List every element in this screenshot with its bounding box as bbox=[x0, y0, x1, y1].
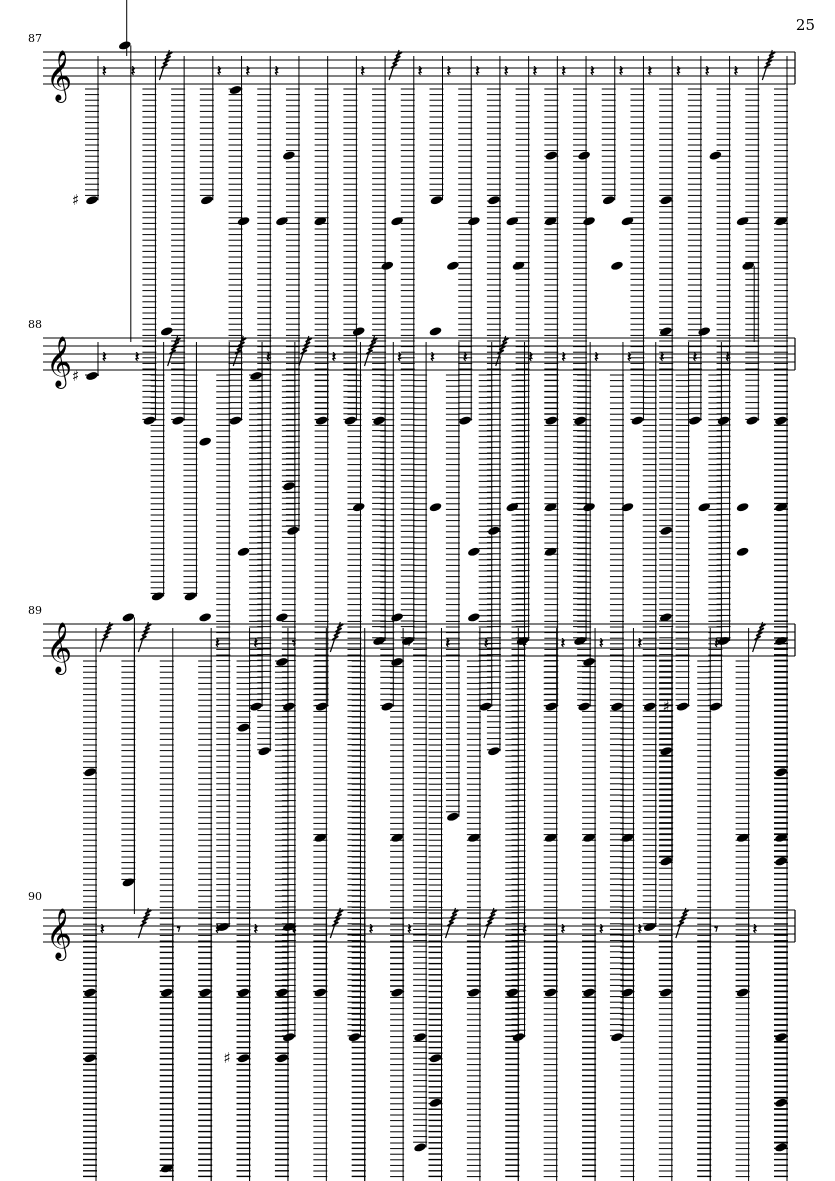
notehead bbox=[313, 987, 327, 998]
notehead bbox=[348, 1032, 362, 1043]
chord bbox=[121, 622, 151, 888]
chord bbox=[774, 0, 788, 867]
notehead bbox=[122, 877, 136, 888]
notehead bbox=[184, 591, 198, 602]
chord bbox=[249, 0, 271, 712]
notehead bbox=[774, 415, 788, 426]
quarter-rest: 𝄽 bbox=[659, 348, 665, 366]
chord bbox=[352, 326, 366, 1181]
quarter-rest: 𝄽 bbox=[417, 62, 423, 80]
quarter-rest: 𝄽 bbox=[676, 62, 681, 80]
treble-clef: 𝄞 bbox=[46, 336, 73, 387]
chord bbox=[216, 336, 246, 932]
quarter-rest: 𝄽 bbox=[594, 348, 599, 366]
chord bbox=[183, 0, 197, 602]
quarter-rest: 𝄽 bbox=[647, 62, 653, 80]
notehead bbox=[676, 701, 690, 712]
notehead bbox=[257, 746, 271, 757]
notehead bbox=[458, 415, 472, 426]
quarter-rest: 𝄽 bbox=[462, 348, 468, 366]
quarter-rest: 𝄽 bbox=[215, 634, 220, 652]
notehead bbox=[544, 150, 558, 161]
notehead bbox=[160, 987, 174, 998]
notehead bbox=[237, 546, 251, 557]
quarter-rest: 𝄽 bbox=[102, 348, 107, 366]
measure-number: 89 bbox=[28, 604, 42, 617]
notehead bbox=[229, 85, 243, 96]
chord bbox=[380, 0, 402, 712]
quarter-rest: 𝄽 bbox=[561, 348, 566, 366]
treble-clef: 𝄞 bbox=[46, 50, 73, 101]
chord bbox=[602, 56, 624, 206]
notehead bbox=[610, 701, 624, 712]
notehead bbox=[380, 701, 394, 712]
chord bbox=[72, 342, 107, 385]
notehead bbox=[602, 195, 616, 206]
notehead bbox=[429, 326, 443, 337]
quarter-rest: 𝄽 bbox=[245, 62, 251, 80]
page-number: 25 bbox=[795, 16, 815, 34]
notehead bbox=[709, 150, 723, 161]
chord bbox=[200, 0, 222, 206]
quarter-rest: 𝄽 bbox=[483, 634, 489, 652]
quarter-rest: 𝄽 bbox=[725, 348, 730, 366]
quarter-rest: 𝄽 bbox=[134, 348, 140, 366]
chord bbox=[446, 0, 468, 822]
notehead bbox=[198, 987, 212, 998]
notehead bbox=[573, 636, 587, 647]
notehead bbox=[446, 260, 460, 271]
notehead bbox=[774, 636, 788, 647]
quarter-rest: 𝄽 bbox=[397, 348, 402, 366]
quarter-rest: 𝄽 bbox=[360, 62, 365, 80]
notehead bbox=[83, 987, 97, 998]
notehead bbox=[610, 260, 624, 271]
notehead bbox=[413, 1142, 427, 1153]
notehead bbox=[390, 987, 404, 998]
measure-number: 88 bbox=[28, 318, 42, 331]
notehead bbox=[118, 40, 132, 51]
notehead bbox=[659, 195, 673, 206]
notehead bbox=[774, 1142, 788, 1153]
notehead bbox=[229, 415, 243, 426]
notehead bbox=[544, 415, 558, 426]
notehead bbox=[198, 436, 212, 447]
chord bbox=[487, 56, 509, 757]
notehead bbox=[85, 371, 99, 382]
chord bbox=[72, 56, 107, 209]
quarter-rest: 𝄽 bbox=[704, 62, 710, 80]
chord bbox=[479, 0, 509, 712]
quarter-rest: 𝄽 bbox=[274, 62, 279, 80]
notehead bbox=[467, 546, 481, 557]
notehead bbox=[631, 415, 645, 426]
chord bbox=[717, 0, 739, 646]
quarter-rest: 𝄽 bbox=[130, 62, 136, 80]
chord bbox=[573, 0, 595, 646]
notehead bbox=[430, 195, 444, 206]
chord bbox=[401, 0, 423, 646]
quarter-rest: 𝄽 bbox=[590, 62, 595, 80]
notehead bbox=[659, 856, 673, 867]
quarter-rest: 𝄽 bbox=[532, 62, 538, 80]
notehead bbox=[344, 415, 358, 426]
chord bbox=[257, 56, 279, 757]
quarter-rest: 𝄽 bbox=[618, 62, 624, 80]
notehead bbox=[467, 987, 481, 998]
quarter-rest: 𝄽 bbox=[266, 348, 271, 366]
chord bbox=[160, 326, 174, 1181]
chord bbox=[185, 436, 220, 1181]
measure-number: 87 bbox=[28, 32, 42, 45]
notehead bbox=[372, 415, 386, 426]
notehead bbox=[372, 636, 386, 647]
chord bbox=[577, 0, 599, 712]
notehead bbox=[577, 701, 591, 712]
notehead bbox=[487, 525, 501, 536]
quarter-rest: 𝄽 bbox=[253, 634, 259, 652]
notehead bbox=[774, 856, 788, 867]
treble-clef: 𝄞 bbox=[46, 622, 73, 673]
quarter-rest: 𝄽 bbox=[733, 62, 739, 80]
quarter-rest: 𝄽 bbox=[446, 62, 452, 80]
chord bbox=[708, 0, 730, 712]
notehead bbox=[573, 415, 587, 426]
chord bbox=[429, 326, 451, 1181]
sharp-accidental: ♯ bbox=[72, 191, 80, 210]
notehead bbox=[741, 260, 755, 271]
quarter-rest: 𝄽 bbox=[561, 62, 566, 80]
notehead bbox=[286, 525, 300, 536]
chord bbox=[313, 216, 343, 998]
quarter-rest: 𝄽 bbox=[522, 634, 527, 652]
quarter-rest: 𝄽 bbox=[445, 634, 451, 652]
notehead bbox=[446, 811, 460, 822]
notehead bbox=[200, 195, 214, 206]
notehead bbox=[577, 150, 591, 161]
notehead bbox=[544, 701, 558, 712]
quarter-rest: 𝄽 bbox=[503, 62, 509, 80]
notehead bbox=[659, 525, 673, 536]
notehead bbox=[237, 987, 251, 998]
notehead bbox=[512, 260, 526, 271]
notehead bbox=[151, 591, 165, 602]
chord bbox=[516, 0, 538, 646]
quarter-rest: 𝄽 bbox=[331, 348, 337, 366]
notehead bbox=[282, 481, 296, 492]
notehead bbox=[282, 701, 296, 712]
sharp-accidental: ♯ bbox=[72, 367, 80, 385]
quarter-rest: 𝄽 bbox=[692, 348, 698, 366]
chord bbox=[659, 0, 681, 867]
chord bbox=[544, 0, 566, 712]
notehead bbox=[282, 1032, 296, 1043]
notehead bbox=[643, 922, 657, 933]
system-89 bbox=[28, 216, 795, 1181]
notehead bbox=[83, 767, 97, 778]
eighth-rest: 𝄾 bbox=[291, 634, 296, 652]
notehead bbox=[487, 746, 501, 757]
sharp-accidental: ♯ bbox=[662, 697, 670, 716]
system-87 bbox=[28, 0, 795, 867]
notehead bbox=[610, 1032, 624, 1043]
chord bbox=[118, 40, 140, 366]
notehead bbox=[85, 195, 99, 206]
quarter-rest: 𝄽 bbox=[430, 348, 435, 366]
notehead bbox=[688, 415, 702, 426]
notehead bbox=[745, 415, 759, 426]
quarter-rest: 𝄽 bbox=[475, 62, 480, 80]
notehead bbox=[643, 701, 657, 712]
notehead bbox=[143, 415, 157, 426]
chord bbox=[70, 622, 113, 1181]
chord bbox=[467, 216, 489, 998]
notehead bbox=[171, 415, 185, 426]
chord bbox=[544, 216, 566, 998]
eighth-rest: 𝄾 bbox=[407, 634, 412, 652]
chord bbox=[315, 0, 337, 712]
notehead bbox=[282, 150, 296, 161]
notehead bbox=[487, 195, 501, 206]
notehead bbox=[429, 1097, 443, 1108]
notehead bbox=[315, 415, 329, 426]
notehead bbox=[380, 260, 394, 271]
quarter-rest: 𝄽 bbox=[626, 348, 632, 366]
chord bbox=[430, 56, 452, 206]
notehead bbox=[717, 415, 731, 426]
quarter-rest: 𝄽 bbox=[216, 62, 222, 80]
quarter-rest: 𝄽 bbox=[102, 62, 107, 80]
quarter-rest: 𝄽 bbox=[528, 348, 534, 366]
